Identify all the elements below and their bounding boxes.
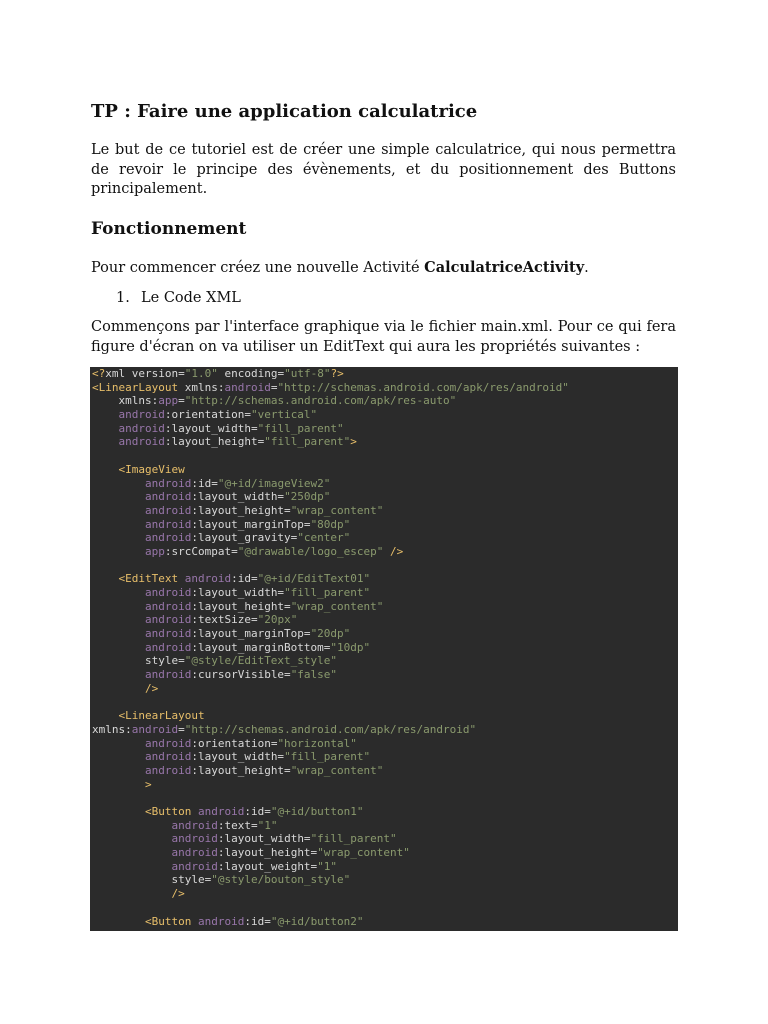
code-line xyxy=(92,887,678,901)
code-line xyxy=(92,750,678,764)
code-token: > xyxy=(350,435,357,449)
code-token: android xyxy=(144,763,192,777)
code-token xyxy=(92,860,171,873)
code-token: "http://schemas.android.com/apk/res/android" xyxy=(184,722,477,736)
code-token: "@style/EditText_style" xyxy=(184,654,338,668)
code-line xyxy=(92,477,678,491)
code-token xyxy=(92,764,145,777)
code-token: android xyxy=(171,846,218,860)
code-token: /> xyxy=(390,544,404,558)
code-token: android xyxy=(144,640,192,654)
code-token: style= xyxy=(92,873,212,887)
code-token xyxy=(92,805,145,818)
code-line xyxy=(92,778,678,792)
code-token xyxy=(92,408,119,421)
code-token: xmlns: xyxy=(178,380,225,394)
list-item-number: 1. xyxy=(116,290,130,306)
code-token: android xyxy=(118,435,165,449)
code-token: "80dp" xyxy=(310,517,351,531)
code-token xyxy=(92,915,145,928)
intro-paragraph: Le but de ce tutoriel est de créer une simple calculatrice, qui nous permettra de revoir le principe des évènements, et du positionnement des Buttons principalement. xyxy=(91,142,676,197)
code-token: "wrap_content" xyxy=(290,503,384,517)
code-token: = xyxy=(270,380,278,394)
code-token: :id= xyxy=(191,476,218,490)
code-token: :id= xyxy=(231,572,258,586)
code-token: = xyxy=(178,722,185,736)
code-token: :layout_marginTop= xyxy=(191,517,311,531)
code-token: :orientation= xyxy=(164,408,251,422)
code-token: android xyxy=(144,736,192,750)
code-token: "center" xyxy=(297,531,351,545)
code-token xyxy=(92,846,171,859)
code-token: "false" xyxy=(290,668,338,682)
code-line xyxy=(92,531,678,545)
code-token: xmlns: xyxy=(92,394,159,408)
activity-name: CalculatriceActivity xyxy=(424,259,585,276)
code-token: android xyxy=(144,627,192,641)
code-token: android xyxy=(197,914,245,928)
code-line xyxy=(92,805,678,819)
code-token: android xyxy=(224,380,271,394)
code-line xyxy=(92,682,678,696)
code-line xyxy=(92,709,678,723)
code-token: "fill_parent" xyxy=(257,421,344,435)
code-token xyxy=(92,668,145,681)
code-token xyxy=(92,435,119,448)
code-token: :layout_width= xyxy=(164,421,258,435)
code-token xyxy=(92,832,171,845)
code-token: "fill_parent" xyxy=(310,832,397,846)
code-token: "20px" xyxy=(257,613,298,627)
code-token: :layout_marginBottom= xyxy=(191,640,331,654)
code-token: android xyxy=(118,408,165,422)
code-token: :layout_weight= xyxy=(217,859,318,873)
code-token: > xyxy=(144,777,152,791)
code-token: :layout_gravity= xyxy=(191,531,298,545)
code-token xyxy=(92,627,145,640)
code-line xyxy=(92,490,678,504)
code-token: android xyxy=(171,832,218,846)
code-line xyxy=(92,504,678,518)
code-token: "http://schemas.android.com/apk/res-auto" xyxy=(184,394,457,408)
code-token: "wrap_content" xyxy=(290,599,384,613)
code-token: <EditText xyxy=(118,572,179,586)
code-token: android xyxy=(144,613,192,627)
code-token: "1" xyxy=(317,859,338,873)
code-token xyxy=(178,572,185,585)
code-line xyxy=(92,394,678,408)
code-line xyxy=(92,737,678,751)
code-token: "@drawable/logo_escep" xyxy=(237,544,384,558)
code-token: <ImageView xyxy=(118,462,185,476)
code-token: android xyxy=(144,586,192,599)
code-token: "@+id/EditText01" xyxy=(257,572,371,586)
code-token xyxy=(92,641,145,654)
code-token: /> xyxy=(144,681,159,695)
code-token: <Button xyxy=(144,805,192,818)
code-line xyxy=(92,641,678,655)
code-token xyxy=(92,709,119,722)
code-token: :layout_height= xyxy=(191,503,291,517)
code-token: /> xyxy=(171,887,185,901)
code-token xyxy=(92,819,171,832)
interface-paragraph: Commençons par l'interface graphique via le fichier main.xml. Pour ce qui fera figure d'écran on va utiliser un EditText qui aura les propriétés suivantes : xyxy=(91,319,676,355)
code-block xyxy=(90,367,678,931)
code-token xyxy=(92,586,145,599)
list-item xyxy=(116,289,241,309)
code-line xyxy=(92,600,678,614)
code-line xyxy=(92,654,678,668)
code-token: "vertical" xyxy=(250,408,318,422)
code-token xyxy=(92,600,145,613)
code-token: "@+id/button2" xyxy=(270,914,364,928)
code-line xyxy=(92,449,678,463)
code-token: encoding= xyxy=(217,367,285,380)
code-token: android xyxy=(197,805,245,818)
code-token: :layout_width= xyxy=(191,586,285,599)
code-token xyxy=(92,572,119,585)
code-token: android xyxy=(144,490,192,504)
code-token: :layout_height= xyxy=(164,435,265,449)
code-token: :text= xyxy=(217,818,258,832)
code-token: app xyxy=(158,394,179,408)
code-line xyxy=(92,696,678,710)
code-token: android xyxy=(144,599,192,613)
code-line xyxy=(92,613,678,627)
start-paragraph xyxy=(91,258,676,279)
code-token: :cursorVisible= xyxy=(191,668,291,682)
page-title: TP : Faire une application calculatrice xyxy=(91,101,478,122)
code-token: <LinearLayout xyxy=(118,709,205,723)
code-line xyxy=(92,408,678,422)
code-token: android xyxy=(184,572,232,586)
code-token: :layout_height= xyxy=(217,846,318,860)
code-line xyxy=(92,873,678,887)
xml-code xyxy=(90,367,678,928)
code-line xyxy=(92,668,678,682)
code-token: android xyxy=(144,503,192,517)
code-token: "fill_parent" xyxy=(284,586,371,599)
code-token: style= xyxy=(92,654,185,668)
code-token: xmlns: xyxy=(92,722,132,736)
code-token xyxy=(92,682,145,695)
code-line xyxy=(92,627,678,641)
code-token: :id= xyxy=(244,914,271,928)
code-token: android xyxy=(118,421,165,435)
code-token: ?> xyxy=(330,367,344,380)
code-token: "250dp" xyxy=(284,490,331,504)
code-token: "@+id/button1" xyxy=(270,805,364,818)
code-line xyxy=(92,764,678,778)
code-token: "fill_parent" xyxy=(284,750,371,764)
code-token: android xyxy=(171,818,218,832)
code-line xyxy=(92,832,678,846)
code-token: <LinearLayout xyxy=(92,380,179,394)
code-token: app xyxy=(144,544,165,558)
code-token xyxy=(92,504,145,517)
code-token: "fill_parent" xyxy=(264,435,351,449)
list-item-label: Le Code XML xyxy=(141,290,241,306)
code-line xyxy=(92,860,678,874)
code-token xyxy=(92,477,145,490)
code-token: :layout_marginTop= xyxy=(191,627,311,641)
code-token: :id= xyxy=(244,805,271,818)
code-token: android xyxy=(144,750,192,764)
code-line xyxy=(92,435,678,449)
code-token: android xyxy=(131,722,179,736)
code-line xyxy=(92,559,678,573)
start-text-end: . xyxy=(584,260,589,276)
code-token: "horizontal" xyxy=(277,736,357,750)
code-token: "20dp" xyxy=(310,627,351,641)
code-line xyxy=(92,518,678,532)
code-token xyxy=(92,737,145,750)
code-token: :layout_width= xyxy=(191,490,285,504)
code-line xyxy=(92,367,678,381)
code-line xyxy=(92,572,678,586)
code-line xyxy=(92,463,678,477)
code-token: android xyxy=(171,859,218,873)
code-token xyxy=(92,613,145,626)
code-token: "10dp" xyxy=(330,640,371,654)
code-token: :srcCompat= xyxy=(164,544,238,558)
code-token xyxy=(92,545,145,558)
code-line xyxy=(92,915,678,929)
code-line xyxy=(92,901,678,915)
code-token: android xyxy=(144,531,192,545)
code-token: "wrap_content" xyxy=(317,846,410,860)
code-token: = xyxy=(178,394,185,408)
code-token xyxy=(92,887,171,900)
code-token: :layout_width= xyxy=(191,750,285,764)
code-token: "1" xyxy=(257,818,278,832)
code-token: :layout_height= xyxy=(191,599,291,613)
code-token xyxy=(92,518,145,531)
code-line xyxy=(92,791,678,805)
code-token xyxy=(92,422,119,435)
code-token xyxy=(191,805,198,818)
code-token: xml version= xyxy=(105,367,185,380)
code-token: android xyxy=(144,668,192,682)
code-line xyxy=(92,545,678,559)
code-line xyxy=(92,422,678,436)
code-line xyxy=(92,819,678,833)
code-token: :textSize= xyxy=(191,613,258,627)
code-token: :orientation= xyxy=(191,736,278,750)
code-token xyxy=(92,778,145,791)
code-line xyxy=(92,846,678,860)
code-token: :layout_width= xyxy=(217,832,311,846)
code-token: :layout_height= xyxy=(191,763,291,777)
section-heading: Fonctionnement xyxy=(91,219,247,239)
code-line xyxy=(92,381,678,395)
code-token: "http://schemas.android.com/apk/res/android" xyxy=(277,380,569,394)
code-token: <? xyxy=(92,367,106,380)
code-token xyxy=(92,531,145,544)
code-token: "@style/bouton_style" xyxy=(211,873,351,887)
code-line xyxy=(92,586,678,600)
code-token xyxy=(92,490,145,503)
code-token: android xyxy=(144,517,192,531)
code-token: android xyxy=(144,476,192,490)
start-text: Pour commencer créez une nouvelle Activité xyxy=(91,260,425,276)
code-token: "utf-8" xyxy=(284,367,331,380)
code-token: "wrap_content" xyxy=(290,763,384,777)
code-token: "1.0" xyxy=(184,367,218,380)
code-token xyxy=(191,915,198,928)
code-token: <Button xyxy=(144,914,192,928)
code-line xyxy=(92,723,678,737)
code-token xyxy=(92,463,119,476)
code-token xyxy=(92,750,145,763)
code-token: "@+id/imageView2" xyxy=(217,476,331,490)
